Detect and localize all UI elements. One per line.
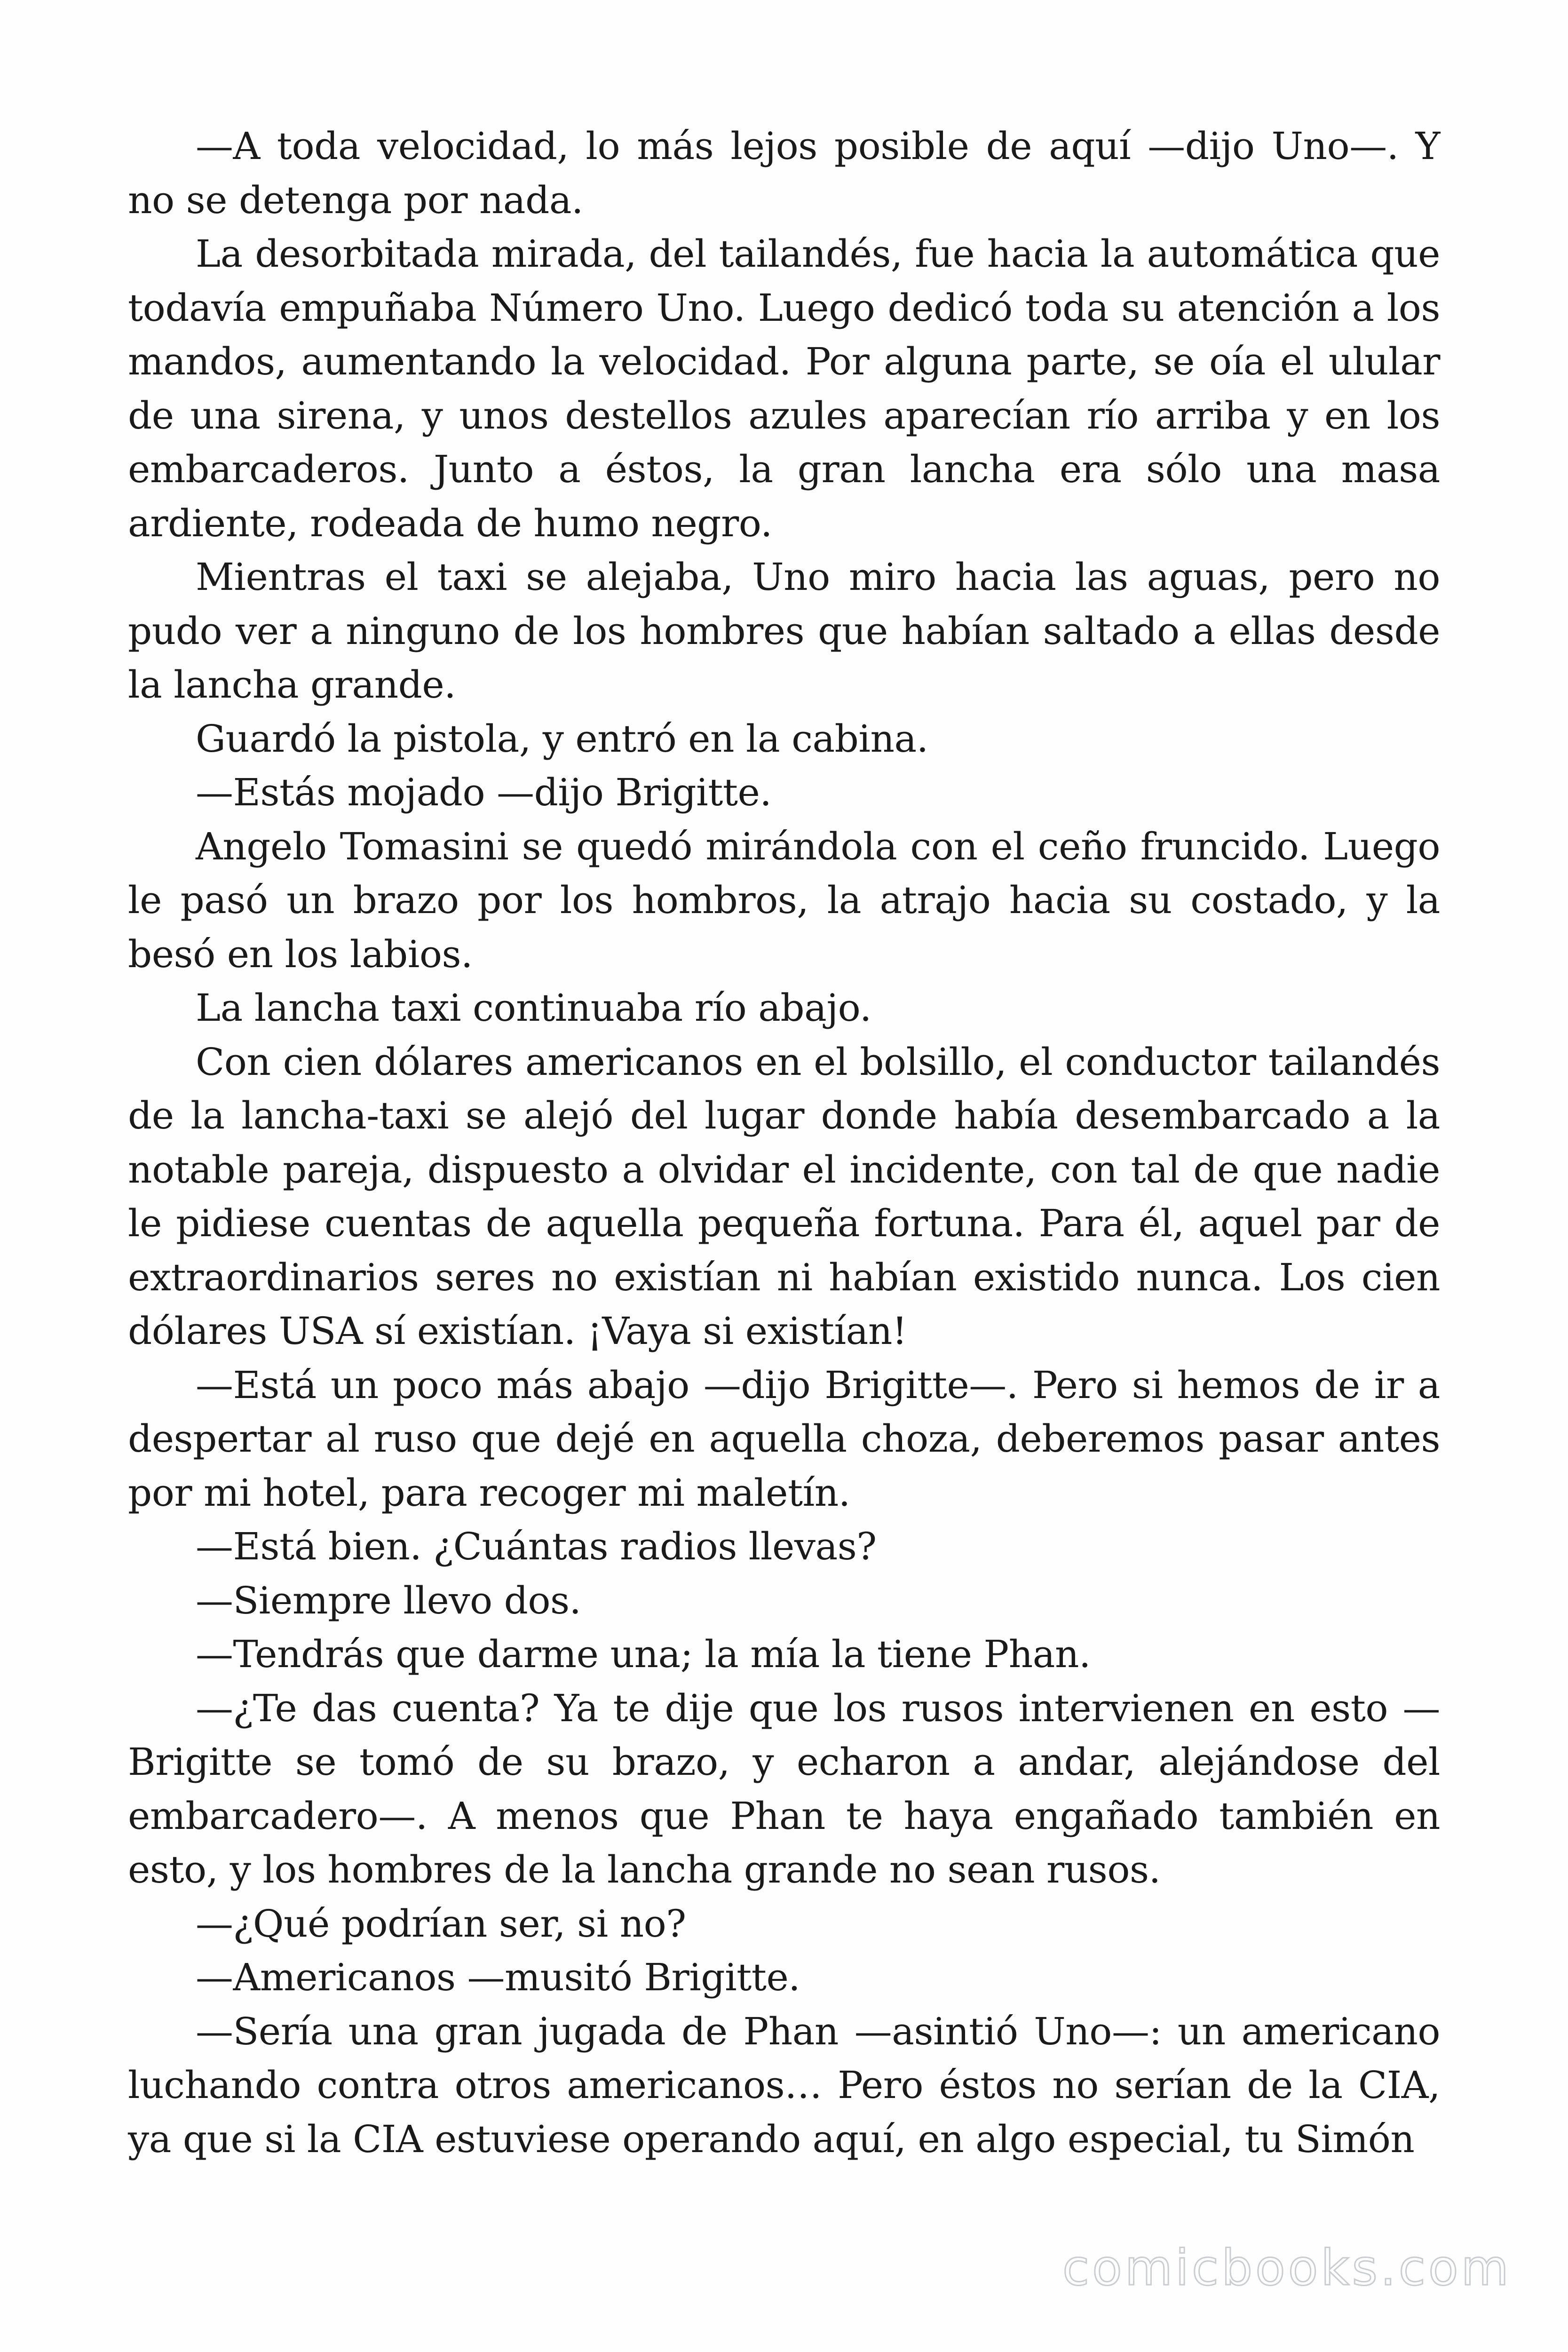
paragraph: La lancha taxi continuaba río abajo. <box>196 986 871 1030</box>
paragraph: —Tendrás que darme una; la mía la tiene Phan. <box>196 1632 1091 1676</box>
paragraph: —Siempre llevo dos. <box>196 1578 581 1622</box>
paragraph: —Está un poco más abajo —dijo Brigitte—. Pero si hemos de ir a despertar al ruso que dejé en aquella choza, deberemos pasar antes por mi hotel, para recoger mi maletín. <box>128 1363 1440 1515</box>
paragraph: —Estás mojado —dijo Brigitte. <box>196 771 772 814</box>
paragraph: —Americanos —musitó Brigitte. <box>196 1955 800 1999</box>
paragraph: La desorbitada mirada, del tailandés, fue hacia la automática que todavía empuñaba Número Uno. Luego dedicó toda su atención a los mandos, aumentando la velocidad. Por alguna parte, se oía el ulular de una sirena, y unos destellos azules aparecían río arriba y en los embarcaderos. Junto a éstos, la gran lancha era sólo una masa ardiente, rodeada de humo negro. <box>128 232 1440 545</box>
paragraph: —A toda velocidad, lo más lejos posible de aquí —dijo Uno—. Y no se detenga por nada. <box>128 124 1440 222</box>
paragraph: —¿Te das cuenta? Ya te dije que los rusos intervienen en esto —Brigitte se tomó de su brazo, y echaron a andar, alejándose del embarcadero—. A menos que Phan te haya engañado también en esto, y los hombres de la lancha grande no sean rusos. <box>128 1686 1440 1891</box>
paragraph: —Sería una gran jugada de Phan —asintió Uno—: un americano luchando contra otros americanos… Pero éstos no serían de la CIA, ya que si la CIA estuviese operando aquí, en algo especial, tu Simón <box>128 2009 1440 2161</box>
paragraph: Mientras el taxi se alejaba, Uno miro hacia las aguas, pero no pudo ver a ninguno de los hombres que habían saltado a ellas desde la lancha grande. <box>128 555 1440 707</box>
watermark-text: comicbooks.com <box>1062 2239 1512 2296</box>
paragraph: Angelo Tomasini se quedó mirándola con el ceño fruncido. Luego le pasó un brazo por los hombros, la atrajo hacia su costado, y la besó en los labios. <box>128 824 1440 976</box>
body-text <box>128 119 1440 2166</box>
paragraph: Guardó la pistola, y entró en la cabina. <box>196 716 928 761</box>
paragraph: Con cien dólares americanos en el bolsillo, el conductor tailandés de la lancha-taxi se alejó del lugar donde había desembarcado a la notable pareja, dispuesto a olvidar el incidente, con tal de que nadie le pidiese cuentas de aquella pequeña fortuna. Para él, aquel par de extraordinarios seres no existían ni habían existido nunca. Los cien dólares USA sí existían. ¡Vaya si existían! <box>128 1040 1440 1353</box>
paragraph: —¿Qué podrían ser, si no? <box>196 1901 686 1946</box>
paragraph: —Está bien. ¿Cuántas radios llevas? <box>196 1525 877 1568</box>
